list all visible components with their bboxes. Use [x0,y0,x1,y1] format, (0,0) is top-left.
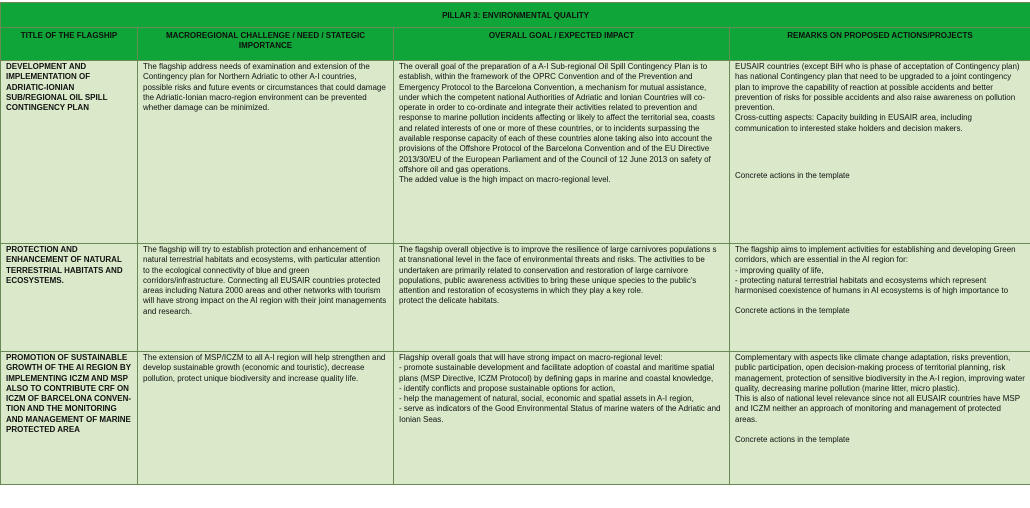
column-header-remarks: REMARKS ON PROPOSED ACTIONS/PROJECTS [730,28,1030,61]
goal-paragraph: - help the management of natural, social, economic and spatial assets in A-I region, [399,394,694,404]
concrete-actions-note: Concrete actions in the template [735,171,850,181]
goal-paragraph: - identify conflicts and propose sustainable options for action, [399,383,616,393]
remarks-paragraph: - protecting natural terrestrial habitats and ecosystems which represent harmonised coexistence of humans in AI ecosystems is of high importance to [735,275,1009,296]
column-header-challenge: MACROREGIONAL CHALLENGE / NEED / STATEGIC IMPORTANCE [138,28,394,61]
goal-paragraph: - promote sustainable development and facilitate adoption of coastal and maritime spatial plans (MSP Directive, ICZM Protocol) by defining gaps in marine and coastal knowledge, [399,363,715,383]
flagship-title: PROTECTION AND ENHANCEMENT OF NATURAL TERRESTRIAL HABITATS AND ECOSYSTEMS. [1,244,138,352]
remarks-paragraph: - improving quality of life, [735,265,824,275]
table-row [1,61,1030,244]
challenge-cell: The flagship address needs of examination and extension of the Contingency plan for Northern Adriatic to other A-I countries, possible risks and future events or circumstances that could damage the Adriatic-Ionian macro-region environment can be prevented whether damage can be minimized. [138,61,394,244]
pillar-title: PILLAR 3: ENVIRONMENTAL QUALITY [1,3,1030,28]
flagship-table [0,2,1030,485]
goal-paragraph: - serve as indicators of the Good Environmental Status of marine waters of the Adriatic and Ionian Seas. [399,404,721,424]
remarks-paragraph: This is also of national level relevance since not all EUSAIR countries have MSP and ICZM neither an approach of monitoring and management of protected areas. [735,394,1020,424]
goal-cell [394,352,730,485]
table-row [1,352,1030,485]
column-header-goal: OVERALL GOAL / EXPECTED IMPACT [394,28,730,61]
remarks-paragraph: The flagship aims to implement activities for establishing and developing Green corridors, which are essential in the AI region for: [735,245,1016,265]
flagship-title: DEVELOPMENT AND IMPLEMENTATION OF ADRIATIC-IONIAN SUB/REGIONAL OIL SPILL CONTINGENCY PLAN [1,61,138,244]
remarks-paragraph: Complementary with aspects like climate change adaptation, risks prevention, public participation, open decision-making process of territorial planning, risk management, protection of sensitive biodiversity in the A-I region, improving water quality, decreasing marine pollution (marine litter, micro plastic). [735,353,1025,393]
goal-paragraph: Flagship overall goals that will have strong impact on macro-regional level: [399,353,663,362]
remarks-paragraph: EUSAIR countries (except BiH who is phase of acceptation of Contingency plan) has national Contingency plan that need to be upgraded to a joint contingency plan to improve the capability of reaction at possible accidents and better prevention of risks for possible accidents and also raise awareness on pollution prevention. [735,62,1020,113]
goal-paragraph: The added value is the high impact on macro-regional level. [399,175,611,185]
remarks-paragraph: Cross-cutting aspects: Capacity building in EUSAIR area, including communication to interested stake holders and decision makers. [735,113,973,133]
goal-paragraph: The flagship overall objective is to improve the resilience of large carnivores populations s at transnational level in the face of environmental threats and risks. The activities to be undertaken are primarily related to conservation and restoration of large carnivore populations, public awareness activities to bring these unique species to the public's attention and restoration of ecosystems in which they play a key role. [399,245,717,296]
column-header-title: TITLE OF THE FLAGSHIP [1,28,138,61]
concrete-actions-note: Concrete actions in the template [735,306,850,316]
goal-paragraph: protect the delicate habitats. [399,296,500,306]
table-row [1,244,1030,352]
goal-cell [394,61,730,244]
concrete-actions-note: Concrete actions in the template [735,435,850,445]
remarks-cell [730,61,1030,244]
challenge-cell: The flagship will try to establish protection and enhancement of natural terrestrial habitats and ecosystems, with particular attention to the ecological connectivity of blue and green corridors/infrastructure. Connecting all EUSAIR countries protected areas including Natura 2000 areas and other networks with tourism will have strong impact on the AI region with their joint managements and research. [138,244,394,352]
remarks-cell [730,352,1030,485]
goal-cell [394,244,730,352]
remarks-cell [730,244,1030,352]
goal-paragraph: The overall goal of the preparation of a A-I Sub-regional Oil Spill Contingency Plan is to establish, within the framework of the OPRC Convention and of the Prevention and Emergency Protocol to the Barcelona Convention, a mechanism for mutual assistance, under which the competent national Authorities of Adriatic and Ionian Countries will co-operate in order to co-ordinate and integrate their activities related to prevention and response to marine pollution incidents affecting or likely to affect the territorial sea, coasts and related interests of one or more of these countries, or to incidents surpassing the available response capacity of each of these countries alone taking also into account the provisions of the Offshore Protocol of the Barcelona Convention and of the EU Directive 2013/30/EU of the European Parliament and of the Council of 12 June 2013 on safety of offshore oil and gas operations. [399,62,715,174]
flagship-title: PROMOTION OF SUSTAINABLE GROWTH OF THE AI REGION BY IMPLEMENTING ICZM AND MSP ALSO TO CONTRIBUTE CRF ON ICZM OF BARCELONA CONVEN-TION AND THE MONITORING AND MANAGEMENT OF MARINE PROTECTED AREA [1,352,138,485]
challenge-cell: The extension of MSP/ICZM to all A-I region will help strengthen and develop sustainable growth (economic and touristic), decrease pollution, protect unique biodiversity and increase quality life. [138,352,394,485]
